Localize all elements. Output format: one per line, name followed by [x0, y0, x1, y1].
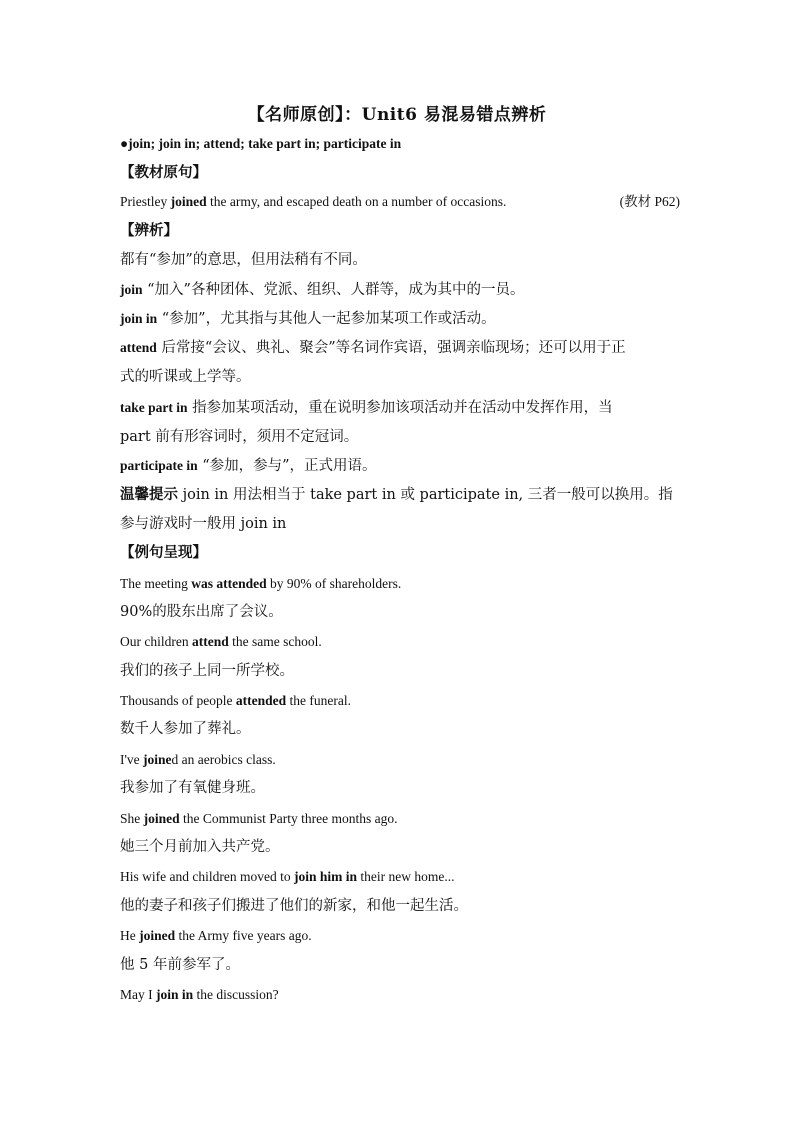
example-8-en: [120, 986, 680, 1004]
analysis-attend-1: [120, 339, 680, 357]
keyword: joined: [170, 194, 207, 209]
tip-label: 温馨提示: [120, 486, 178, 503]
keyword: attended: [235, 693, 287, 708]
sentence-text: I've: [120, 752, 144, 767]
textbook-sentence: [120, 193, 680, 211]
example-7-en: [120, 927, 680, 945]
term: participate in: [120, 458, 198, 473]
definition: 后常接“会议、典礼、聚会”等名词作宾语，强调亲临现场；还可以用于正: [156, 340, 626, 356]
example-7-cn: 他 5 年前参军了。: [120, 957, 240, 973]
textbook-heading: 【教材原句】: [120, 164, 207, 181]
sentence-text: the discussion?: [193, 987, 279, 1002]
page-title: 【名师原创】：Unit6 易混易错点辨析: [247, 105, 547, 125]
keyword: join in: [156, 987, 194, 1002]
example-1-cn: 90%的股东出席了会议。: [120, 604, 283, 620]
sentence-text: the funeral.: [286, 693, 351, 708]
tip-line-1: [120, 486, 680, 504]
term: join in: [120, 311, 158, 326]
sentence-text: She: [120, 811, 144, 826]
definition: “参加，参与”，正式用语。: [197, 458, 377, 474]
analysis-heading: 【辨析】: [120, 222, 178, 239]
example-5-cn: 她三个月前加入共产党。: [120, 839, 280, 855]
sentence-text: The meeting: [120, 576, 192, 591]
keyword: joined: [139, 928, 176, 943]
analysis-join-in: [120, 310, 680, 328]
sentence-text: the same school.: [228, 634, 322, 649]
term: take part in: [120, 400, 188, 415]
analysis-participate: [120, 457, 680, 475]
analysis-join: [120, 281, 680, 299]
example-2-en: [120, 633, 680, 651]
example-4-en: [120, 751, 680, 769]
example-1-en: [120, 575, 680, 593]
sentence-text: Priestley: [120, 194, 171, 209]
analysis-intro: 都有“参加”的意思，但用法稍有不同。: [120, 252, 367, 268]
textbook-reference: (教材 P62): [619, 194, 680, 209]
keyword: was attended: [191, 576, 267, 591]
example-2-cn: 我们的孩子上同一所学校。: [120, 663, 294, 679]
example-3-cn: 数千人参加了葬礼。: [120, 721, 251, 737]
topic-line: ●join; join in; attend; take part in; participate in: [120, 136, 402, 151]
sentence-text: the Army five years ago.: [175, 928, 312, 943]
example-6-cn: 他的妻子和孩子们搬进了他们的新家，和他一起生活。: [120, 898, 468, 914]
keyword: joined: [143, 811, 180, 826]
term: join: [120, 282, 143, 297]
analysis-take-part-2: part 前有形容词时，须用不定冠词。: [120, 429, 359, 445]
example-5-en: [120, 810, 680, 828]
term: attend: [120, 340, 157, 355]
definition: “参加”，尤其指与其他人一起参加某项工作或活动。: [157, 311, 496, 327]
sentence-text: Our children: [120, 634, 192, 649]
analysis-attend-2: 式的听课或上学等。: [120, 369, 251, 385]
example-3-en: [120, 692, 680, 710]
sentence-text: their new home...: [357, 869, 455, 884]
sentence-text: d an aerobics class.: [171, 752, 276, 767]
sentence-text: the Communist Party three months ago.: [179, 811, 398, 826]
definition: “加入”各种团体、党派、组织、人群等，成为其中的一员。: [142, 282, 525, 298]
sentence-text: by 90% of shareholders.: [266, 576, 402, 591]
keyword: join him in: [293, 869, 357, 884]
tip-text: join in 用法相当于 take part in 或 participate in, 三者一般可以换用。指: [178, 487, 673, 503]
tip-line-2: 参与游戏时一般用 join in: [120, 516, 287, 532]
sentence-text: He: [120, 928, 140, 943]
sentence-text: May I: [120, 987, 156, 1002]
example-6-en: [120, 868, 680, 886]
sentence-text: His wife and children moved to: [120, 869, 294, 884]
sentence-text: the army, and escaped death on a number of occasions.: [206, 194, 507, 209]
definition: 指参加某项活动，重在说明参加该项活动并在活动中发挥作用，当: [187, 400, 613, 416]
examples-heading: 【例句呈现】: [120, 544, 207, 561]
keyword: joine: [143, 752, 172, 767]
example-4-cn: 我参加了有氧健身班。: [120, 780, 265, 796]
sentence-text: Thousands of people: [120, 693, 236, 708]
keyword: attend: [191, 634, 229, 649]
analysis-take-part-1: [120, 399, 680, 417]
